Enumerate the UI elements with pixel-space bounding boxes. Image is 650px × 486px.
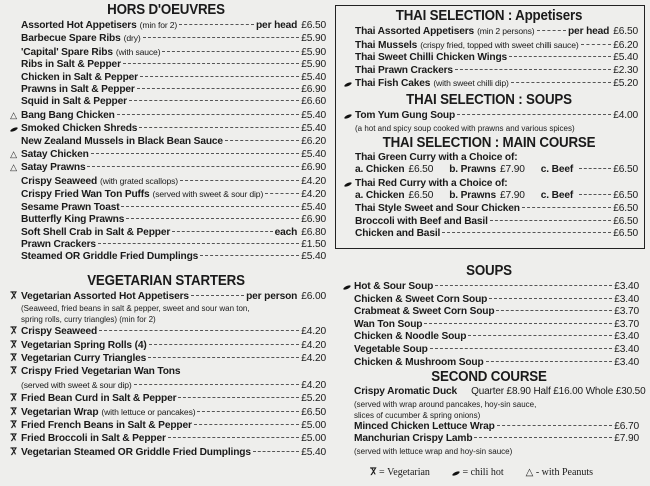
item-name: Fried Broccoli in Salt & Pepper (21, 433, 166, 445)
menu-item (340, 228, 638, 241)
legend-chili: = chili hot (462, 467, 504, 478)
dotted-leader (435, 285, 612, 286)
item-note: (with sauce) (115, 46, 161, 57)
item-name: Chicken in Salt & Pepper (21, 71, 138, 83)
item-note: (min 2 persons) (477, 26, 535, 36)
dotted-leader (581, 44, 612, 45)
option-price: £7.90 (500, 190, 525, 202)
menu-item (6, 290, 326, 303)
thai-soups-section (340, 92, 638, 134)
veg-icon: Ⴟ (10, 446, 17, 457)
menu-item (6, 72, 326, 84)
menu-item (340, 77, 638, 91)
dotted-leader (117, 114, 300, 115)
option-label: c. Beef (540, 164, 574, 176)
menu-item (339, 433, 639, 446)
peanut-icon: △ (10, 109, 17, 120)
menu-item (6, 446, 326, 459)
menu-item (6, 59, 326, 71)
dotted-leader (509, 56, 611, 57)
item-price: £5.40 (301, 149, 326, 161)
item-name: Prawn Crackers (21, 238, 96, 250)
item-price: £3.40 (614, 281, 639, 292)
option-label: c. Beef (540, 190, 574, 202)
menu-item (339, 331, 639, 344)
item-price: £6.00 (301, 290, 326, 302)
item-name: Thai Style Sweet and Sour Chicken (355, 202, 520, 214)
dotted-leader (123, 63, 299, 64)
item-name: Bang Bang Chicken (21, 109, 115, 121)
item-price: £6.90 (301, 162, 326, 174)
item-note: (crispy fried, topped with sweet chilli sauce) (420, 39, 579, 50)
item-name: Vegetarian Spring Rolls (4) (21, 339, 147, 351)
item-name: Broccoli with Beef and Basil (355, 215, 488, 227)
menu-item (340, 203, 638, 216)
menu-item (6, 392, 326, 405)
menu-item (6, 365, 326, 378)
option-price: £6.50 (408, 190, 434, 202)
dotted-leader (468, 335, 612, 336)
peanut-icon: △ (525, 467, 534, 478)
dotted-leader (137, 88, 300, 89)
menu-item (340, 25, 638, 39)
item-name: Thai Fish Cakes (355, 78, 431, 90)
item-price: £6.50 (301, 20, 326, 31)
dotted-leader (172, 231, 272, 232)
item-description: (served with lettuce wrap and hoy-sin sauce) (354, 446, 513, 456)
chili-icon (340, 77, 355, 90)
veg-icon: Ⴟ (10, 406, 17, 417)
item-description: (Seaweed, fried beans in salt & pepper, sweet and sour wan ton, (21, 304, 250, 314)
veg-icon: Ⴟ (10, 433, 17, 444)
item-name: Thai Assorted Appetisers (355, 26, 475, 37)
item-price: £6.60 (301, 96, 326, 108)
item-price: £6.90 (301, 214, 326, 226)
section-title: SOUPS (466, 263, 512, 279)
item-price: £6.50 (301, 406, 326, 418)
item-price: £5.90 (301, 46, 326, 58)
item-price: £2.30 (613, 64, 638, 76)
item-name: Thai Prawn Crackers (355, 64, 453, 76)
option-label: b. Prawns (449, 190, 496, 202)
item-name: Wan Ton Soup (354, 318, 423, 330)
soups-section (339, 263, 639, 369)
thai-appetisers-section (340, 8, 638, 91)
item-price: £5.90 (301, 33, 326, 45)
chili-icon (339, 280, 354, 293)
dotted-leader (180, 180, 299, 181)
menu-item (340, 216, 638, 229)
item-price: £4.20 (301, 326, 326, 338)
item-price: £3.40 (614, 331, 639, 343)
menu-item (339, 357, 639, 370)
legend-peanut: - with Peanuts (535, 467, 594, 478)
item-sizes: Quarter £8.90 Half £16.00 Whole £30.50 (471, 386, 646, 398)
second-course-section (339, 369, 646, 457)
option-label: a. Chicken (355, 190, 405, 202)
item-name: Satay Prawns (21, 162, 86, 174)
dotted-leader (497, 425, 613, 426)
dotted-leader (126, 218, 299, 219)
item-name: Minced Chicken Lettuce Wrap (354, 420, 495, 432)
menu-item (6, 109, 326, 122)
dotted-leader (139, 127, 299, 128)
menu-item (6, 122, 326, 135)
item-name: Thai Mussels (355, 39, 418, 51)
dotted-leader (98, 243, 299, 244)
item-name: Ribs in Salt & Pepper (21, 59, 121, 71)
item-price: £4.20 (301, 339, 326, 351)
section-title: VEGETARIAN STARTERS (87, 272, 245, 289)
item-name: Chicken & Noodle Soup (354, 331, 467, 343)
dotted-leader (162, 51, 299, 52)
menu-item (6, 161, 326, 174)
item-note: (served with sweet & sour dip) (21, 379, 132, 390)
dotted-leader (140, 76, 299, 77)
dotted-leader (191, 295, 244, 296)
item-name: Manchurian Crispy Lamb (354, 433, 473, 445)
menu-item (6, 432, 326, 445)
price-prefix: per head (255, 20, 298, 31)
menu-item (339, 280, 639, 294)
item-name: Fried French Beans in Salt & Pepper (21, 419, 192, 431)
veg-icon: Ⴟ (10, 419, 17, 430)
menu-item (6, 214, 326, 226)
menu-item (340, 177, 638, 191)
dotted-leader (474, 437, 612, 438)
veg-icon: Ⴟ (10, 326, 17, 337)
chili-icon (340, 177, 355, 190)
item-name: Crispy Fried Wan Ton Puffs (21, 189, 150, 201)
menu-item (340, 52, 638, 65)
menu-item (340, 39, 638, 53)
dotted-leader (490, 220, 611, 221)
chili-icon (343, 82, 352, 88)
menu-item (6, 46, 326, 59)
curry-options (340, 190, 638, 203)
price-prefix: each (274, 226, 298, 238)
item-name: Vegetable Soup (354, 343, 428, 355)
item-description: (served with wrap around pancakes, hoy-sin sauce, (354, 399, 537, 409)
menu-item (6, 202, 326, 214)
item-name: 'Capital' Spare Ribs (21, 46, 113, 58)
veg-icon: Ⴟ (10, 290, 17, 301)
menu-item (340, 152, 638, 165)
option-price: £6.50 (408, 164, 434, 176)
item-name: Crispy Aromatic Duck (354, 386, 458, 398)
dotted-leader (134, 384, 300, 385)
item-price: £6.20 (301, 135, 326, 147)
chili-icon (6, 122, 21, 134)
menu-item (6, 251, 326, 263)
option-price: £6.50 (613, 164, 638, 176)
item-price: £5.40 (301, 251, 326, 263)
item-price: £3.40 (614, 356, 639, 368)
thai-main-course-section (340, 135, 638, 241)
item-price: £6.50 (613, 215, 638, 227)
item-price: £6.50 (613, 26, 638, 37)
item-name: Prawns in Salt & Pepper (21, 84, 135, 96)
dotted-leader (265, 193, 299, 194)
item-name: Thai Green Curry with a Choice of: (355, 151, 518, 163)
dotted-leader (442, 232, 611, 233)
item-name: Soft Shell Crab in Salt & Pepper (21, 226, 171, 238)
menu-item (339, 386, 646, 399)
dotted-leader (178, 397, 299, 398)
item-price: £3.40 (614, 293, 639, 305)
hors-doeuvres-section (6, 2, 326, 264)
item-price: £6.20 (613, 39, 638, 51)
menu-item (6, 84, 326, 96)
dotted-leader (430, 348, 612, 349)
dotted-leader (99, 330, 299, 331)
menu-item (6, 148, 326, 161)
chili-icon (342, 284, 351, 290)
item-price: £5.40 (301, 109, 326, 121)
item-price: £5.40 (301, 201, 326, 213)
legend-vegetarian: = Vegetarian (379, 467, 430, 478)
dotted-leader (149, 344, 300, 345)
item-note: (with lettuce or pancakes) (101, 406, 196, 417)
item-price: £4.00 (613, 109, 638, 121)
menu-item-price-line (6, 379, 326, 392)
item-name: Crispy Seaweed (21, 175, 98, 187)
item-note: (with sweet chilli dip) (433, 78, 509, 89)
menu-item (6, 339, 326, 352)
menu-item (339, 294, 639, 307)
dotted-leader (579, 194, 611, 195)
chili-icon (340, 109, 355, 122)
item-name: Squid in Salt & Pepper (21, 96, 127, 108)
peanut-icon: △ (10, 162, 17, 173)
section-title: HORS D'OEUVRES (107, 2, 225, 18)
menu-item (6, 32, 326, 45)
chili-icon (9, 127, 18, 133)
item-price: £5.20 (301, 393, 326, 405)
veg-icon: Ⴟ (10, 393, 17, 404)
item-name: Vegetarian Steamed OR Griddle Fried Dumplings (21, 446, 251, 458)
item-price: £4.20 (301, 189, 326, 201)
price-prefix: per person (246, 290, 298, 302)
item-name: Chicken and Basil (355, 228, 441, 240)
item-price: £5.00 (301, 419, 326, 431)
item-name: Thai Sweet Chilli Chicken Wings (355, 52, 508, 64)
peanut-icon: △ (10, 149, 17, 160)
menu-item (6, 96, 326, 108)
price-prefix: per head (567, 26, 610, 37)
item-name: Fried Bean Curd in Salt & Pepper (21, 393, 177, 405)
item-price: £3.70 (614, 306, 639, 318)
menu-item (6, 419, 326, 432)
option-price: £7.90 (500, 164, 525, 176)
item-price: £5.40 (613, 52, 638, 64)
item-name: Crispy Seaweed (21, 326, 98, 338)
menu-item (6, 175, 326, 188)
item-name: Vegetarian Wrap (21, 406, 99, 418)
section-title: THAI SELECTION : MAIN COURSE (382, 134, 596, 151)
dotted-leader (200, 255, 299, 256)
item-name: Assorted Hot Appetisers (21, 20, 137, 31)
item-name: Sesame Prawn Toast (21, 201, 120, 213)
item-price: £5.90 (301, 59, 326, 71)
veg-icon: Ⴟ (10, 366, 17, 377)
item-name: New Zealand Mussels in Black Bean Sauce (21, 135, 223, 147)
item-note: (with grated scallops) (100, 175, 178, 186)
dotted-leader (225, 140, 299, 141)
item-price: £6.50 (613, 228, 638, 240)
vegetarian-icon: Ⴟ (370, 467, 377, 477)
item-name: Crabmeat & Sweet Corn Soup (354, 306, 495, 318)
menu-item (340, 65, 638, 78)
menu-item (6, 239, 326, 251)
menu-item (339, 421, 639, 434)
thai-selection-box (335, 5, 645, 249)
left-column (6, 2, 326, 459)
dotted-leader (511, 82, 612, 83)
menu-item (6, 136, 326, 148)
item-name: Crispy Fried Vegetarian Wan Tons (21, 366, 181, 378)
menu-item (339, 344, 639, 357)
item-price: £6.50 (613, 202, 638, 214)
menu-item (6, 188, 326, 201)
item-name: Barbecue Spare Ribs (21, 33, 121, 45)
dotted-leader (91, 153, 300, 154)
item-name: Steamed OR Griddle Fried Dumplings (21, 251, 199, 263)
item-description: spring rolls, curry triangles) (min for 2) (21, 315, 156, 325)
chili-icon (343, 113, 352, 119)
veg-icon: Ⴟ (10, 339, 17, 350)
menu-item (339, 319, 639, 332)
dotted-leader (537, 30, 566, 31)
item-name: Chicken & Mushroom Soup (354, 356, 484, 368)
item-price: £5.40 (301, 71, 326, 83)
menu-item (6, 352, 326, 365)
dotted-leader (579, 168, 611, 169)
item-price: £6.90 (301, 84, 326, 96)
item-price: £7.90 (614, 433, 639, 445)
item-price: £4.20 (301, 379, 326, 391)
menu-item (6, 227, 326, 239)
dotted-leader (168, 437, 299, 438)
item-name: Thai Red Curry with a Choice of: (355, 177, 508, 189)
dotted-leader (87, 166, 299, 167)
item-name: Vegetarian Curry Triangles (21, 352, 147, 364)
item-price: £3.70 (614, 318, 639, 330)
section-title: THAI SELECTION : SOUPS (406, 91, 572, 108)
item-price: £5.40 (301, 123, 326, 135)
item-name: Satay Chicken (21, 149, 89, 161)
dotted-leader (179, 24, 254, 25)
item-price: £1.50 (301, 238, 326, 250)
menu-item (339, 306, 639, 319)
dotted-leader (486, 361, 613, 362)
chili-icon (343, 181, 352, 187)
item-note: (served with sweet & sour dip) (152, 189, 264, 200)
dotted-leader (455, 69, 611, 70)
dotted-leader (197, 411, 299, 412)
item-name: Tom Yum Gung Soup (355, 109, 456, 121)
item-price: £6.70 (614, 420, 639, 432)
item-note: (min for 2) (139, 20, 178, 30)
item-name: Hot & Sour Soup (354, 281, 434, 292)
vegetarian-starters-section (6, 273, 326, 459)
right-lower-column (335, 263, 645, 457)
dotted-leader (522, 207, 611, 208)
item-price: £6.80 (301, 226, 326, 238)
option-label: a. Chicken (355, 164, 405, 176)
dotted-leader (457, 114, 611, 115)
item-price: £5.20 (613, 78, 638, 90)
item-name: Vegetarian Assorted Hot Appetisers (21, 290, 189, 302)
curry-options (340, 164, 638, 177)
item-price: £4.20 (301, 352, 326, 364)
section-title: THAI SELECTION : Appetisers (395, 8, 583, 24)
menu-item (6, 19, 326, 32)
chili-icon (452, 470, 461, 476)
item-name: Smoked Chicken Shreds (21, 123, 138, 135)
option-label: b. Prawns (449, 164, 496, 176)
dotted-leader (253, 451, 299, 452)
item-name: Butterfly King Prawns (21, 214, 125, 226)
dotted-leader (489, 298, 612, 299)
dotted-leader (121, 206, 299, 207)
item-name: Chicken & Sweet Corn Soup (354, 293, 488, 305)
veg-icon: Ⴟ (10, 352, 17, 363)
menu-item (340, 109, 638, 123)
item-description: (a hot and spicy soup cooked with prawns and various spices) (355, 123, 575, 133)
menu-item (6, 406, 326, 419)
dotted-leader (496, 310, 612, 311)
dotted-leader (424, 323, 612, 324)
item-price: £5.40 (301, 446, 326, 458)
dotted-leader (148, 357, 299, 358)
legend (370, 467, 593, 478)
dotted-leader (194, 424, 299, 425)
item-price: £4.20 (301, 175, 326, 187)
section-title: SECOND COURSE (431, 369, 547, 386)
item-price: £3.40 (614, 343, 639, 355)
item-price: £5.00 (301, 433, 326, 445)
item-description: slices of cucumber & spring onions) (354, 410, 481, 420)
dotted-leader (143, 37, 300, 38)
menu-item (6, 325, 326, 338)
dotted-leader (129, 100, 299, 101)
item-note: (dry) (123, 33, 141, 44)
option-price: £6.50 (613, 190, 638, 202)
